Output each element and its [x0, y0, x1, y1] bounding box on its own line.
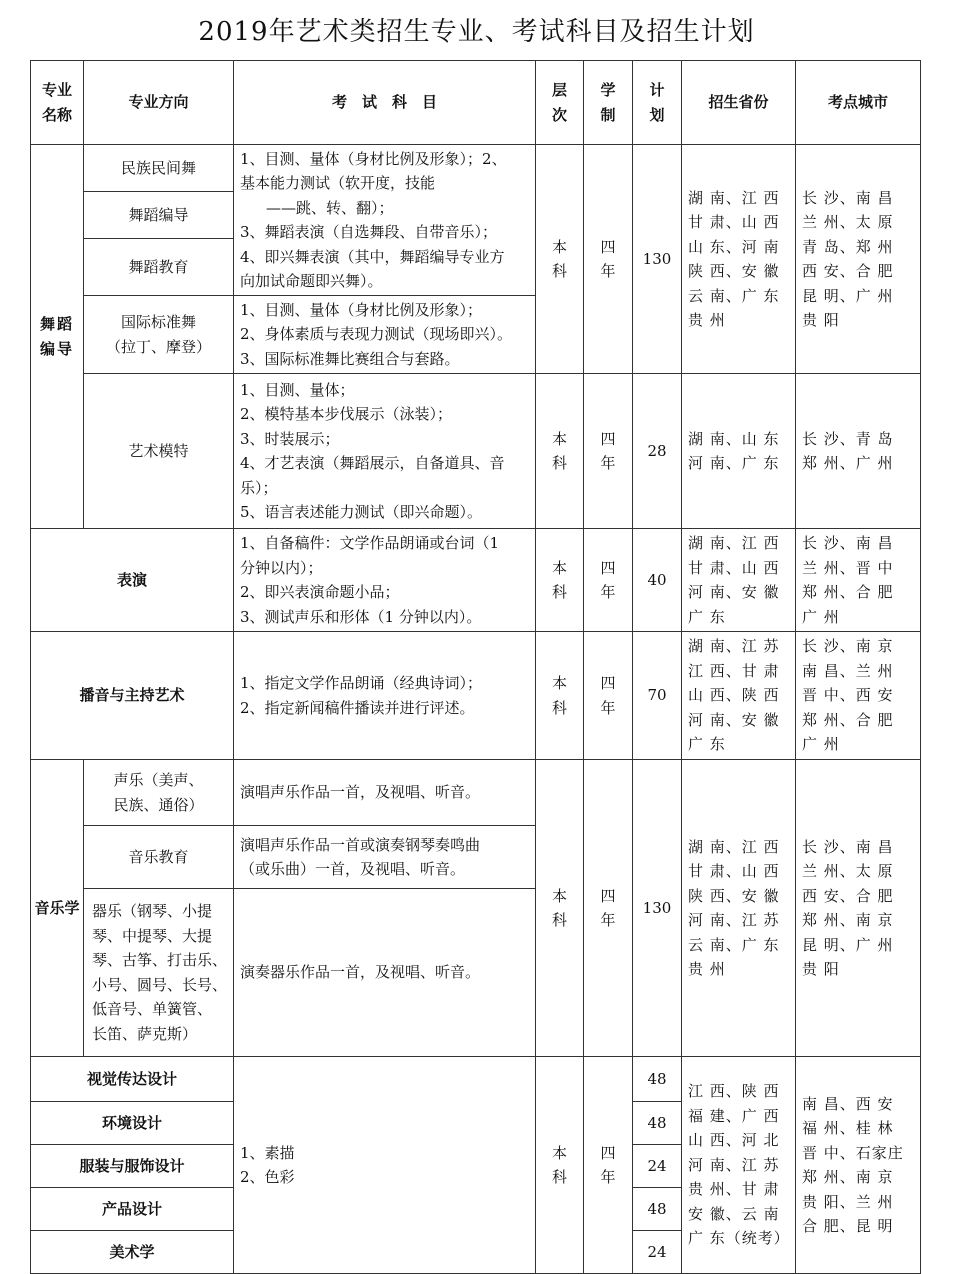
- level-acting: 本 科: [536, 529, 584, 632]
- header-cities: 考点城市: [796, 61, 921, 145]
- direction-vocal: 声乐（美声、 民族、通俗）: [84, 760, 234, 826]
- plan-environment-design: 48: [633, 1102, 682, 1145]
- direction-folk-dance: 民族民间舞: [84, 145, 234, 192]
- header-level: 层 次: [536, 61, 584, 145]
- plan-fashion-design: 24: [633, 1145, 682, 1188]
- plan-fine-arts: 24: [633, 1231, 682, 1274]
- major-fine-arts: 美术学: [31, 1231, 234, 1274]
- table-row: [31, 374, 921, 529]
- cities-music: 长 沙、南 昌 兰 州、太 原 西 安、合 肥 郑 州、南 京 昆 明、广 州 贵 阳: [796, 760, 921, 1057]
- direction-art-model: 艺术模特: [84, 374, 234, 529]
- major-environment-design: 环境设计: [31, 1102, 234, 1145]
- provinces-dance: 湖 南、江 西 甘 肃、山 西 山 东、河 南 陕 西、安 徽 云 南、广 东 贵 州: [682, 145, 796, 374]
- provinces-broadcast: 湖 南、江 苏 江 西、甘 肃 山 西、陕 西 河 南、安 徽 广 东: [682, 632, 796, 760]
- plan-music: 130: [633, 760, 682, 1057]
- direction-ballroom: 国际标准舞 （拉丁、摩登）: [84, 296, 234, 374]
- provinces-music: 湖 南、江 西 甘 肃、山 西 陕 西、安 徽 河 南、江 苏 云 南、广 东 贵 州: [682, 760, 796, 1057]
- cities-acting: 长 沙、南 昌 兰 州、晋 中 郑 州、合 肥 广 州: [796, 529, 921, 632]
- major-fashion-design: 服装与服饰设计: [31, 1145, 234, 1188]
- enrollment-plan-table: [30, 60, 921, 1274]
- major-visual-communication: 视觉传达设计: [31, 1057, 234, 1102]
- header-major: 专业 名称: [31, 61, 84, 145]
- major-product-design: 产品设计: [31, 1188, 234, 1231]
- header-row: [31, 61, 921, 145]
- cities-art-model: 长 沙、青 岛 郑 州、广 州: [796, 374, 921, 529]
- major-music: 音乐学: [31, 760, 84, 1057]
- subjects-acting: 1、自备稿件：文学作品朗诵或台词（1 分钟以内）； 2、即兴表演命题小品； 3、测试声乐和形体（1 分钟以内）。: [234, 529, 536, 632]
- major-dance: 舞蹈 编导: [31, 145, 84, 529]
- table-row: [31, 760, 921, 826]
- subjects-vocal: 演唱声乐作品一首，及视唱、听音。: [234, 760, 536, 826]
- subjects-music-education: 演唱声乐作品一首或演奏钢琴奏鸣曲 （或乐曲）一首，及视唱、听音。: [234, 826, 536, 889]
- cities-dance: 长 沙、南 昌 兰 州、太 原 青 岛、郑 州 西 安、合 肥 昆 明、广 州 贵 阳: [796, 145, 921, 374]
- provinces-art-model: 湖 南、山 东 河 南、广 东: [682, 374, 796, 529]
- header-direction: 专业方向: [84, 61, 234, 145]
- header-duration: 学 制: [584, 61, 633, 145]
- duration-acting: 四 年: [584, 529, 633, 632]
- header-provinces: 招生省份: [682, 61, 796, 145]
- direction-music-education: 音乐教育: [84, 826, 234, 889]
- cities-design: 南 昌、西 安 福 州、桂 林 晋 中、石家庄 郑 州、南 京 贵 阳、兰 州 合 肥、昆 明: [796, 1057, 921, 1274]
- duration-music: 四 年: [584, 760, 633, 1057]
- plan-acting: 40: [633, 529, 682, 632]
- cities-broadcast: 长 沙、南 京 南 昌、兰 州 晋 中、西 安 郑 州、合 肥 广 州: [796, 632, 921, 760]
- duration-dance: 四 年: [584, 145, 633, 374]
- level-music: 本 科: [536, 760, 584, 1057]
- plan-dance: 130: [633, 145, 682, 374]
- subjects-broadcast: 1、指定文学作品朗诵（经典诗词）； 2、指定新闻稿件播读并进行评述。: [234, 632, 536, 760]
- major-broadcast: 播音与主持艺术: [31, 632, 234, 760]
- subjects-dance-b: 1、目测、量体（身材比例及形象）； 2、身体素质与表现力测试（现场即兴）。 3、国际标准舞比赛组合与套路。: [234, 296, 536, 374]
- table-row: [31, 529, 921, 632]
- duration-art-model: 四 年: [584, 374, 633, 529]
- major-acting: 表演: [31, 529, 234, 632]
- level-art-model: 本 科: [536, 374, 584, 529]
- plan-product-design: 48: [633, 1188, 682, 1231]
- direction-choreography: 舞蹈编导: [84, 192, 234, 239]
- level-design: 本 科: [536, 1057, 584, 1274]
- direction-dance-education: 舞蹈教育: [84, 239, 234, 296]
- plan-broadcast: 70: [633, 632, 682, 760]
- header-plan: 计 划: [633, 61, 682, 145]
- level-broadcast: 本 科: [536, 632, 584, 760]
- duration-design: 四 年: [584, 1057, 633, 1274]
- subjects-design: 1、素描 2、色彩: [234, 1057, 536, 1274]
- subjects-dance-a: 1、目测、量体（身材比例及形象）；2、 基本能力测试（软开度，技能 ——跳、转、翻）； 3、舞蹈表演（自选舞段、自带音乐）； 4、即兴舞表演（其中，舞蹈编导专业方 向加试命题即兴舞）。: [234, 145, 536, 296]
- duration-broadcast: 四 年: [584, 632, 633, 760]
- provinces-design: 江 西、陕 西 福 建、广 西 山 西、河 北 河 南、江 苏 贵 州、甘 肃 安 徽、云 南 广 东（统考）: [682, 1057, 796, 1274]
- direction-instrumental: 器乐（钢琴、小提 琴、中提琴、大提 琴、古筝、打击乐、 小号、圆号、长号、 低音号、单簧管、 长笛、萨克斯）: [84, 889, 234, 1057]
- plan-visual-communication: 48: [633, 1057, 682, 1102]
- table-row: [31, 1057, 921, 1102]
- subjects-instrumental: 演奏器乐作品一首，及视唱、听音。: [234, 889, 536, 1057]
- provinces-acting: 湖 南、江 西 甘 肃、山 西 河 南、安 徽 广 东: [682, 529, 796, 632]
- subjects-art-model: 1、目测、量体； 2、模特基本步伐展示（泳装）； 3、时装展示； 4、才艺表演（舞蹈展示，自备道具、音 乐）； 5、语言表述能力测试（即兴命题）。: [234, 374, 536, 529]
- plan-art-model: 28: [633, 374, 682, 529]
- table-row: [31, 632, 921, 760]
- page-title: 2019年艺术类招生专业、考试科目及招生计划: [198, 17, 755, 47]
- header-subjects: 考 试 科 目: [234, 61, 536, 145]
- level-dance: 本 科: [536, 145, 584, 374]
- table-row: [31, 145, 921, 192]
